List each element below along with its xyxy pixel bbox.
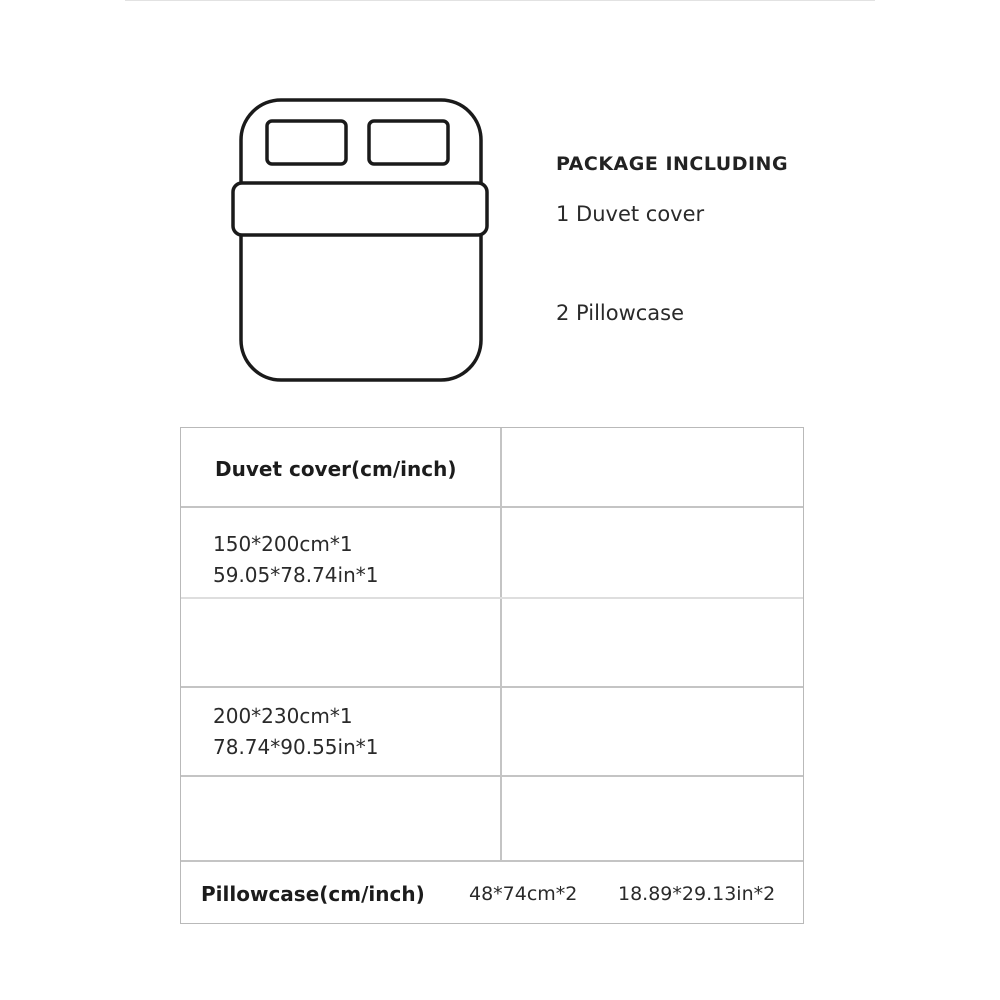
size-1-inch: 59.05*78.74in*1 [213,563,379,587]
duvet-fold-icon [233,183,487,235]
column-divider [500,428,502,860]
pillowcase-label: Pillowcase(cm/inch) [201,882,425,906]
top-divider [125,0,875,1]
row-divider [181,775,803,777]
bed-icon [231,97,493,383]
package-item-duvet: 1 Duvet cover [556,202,705,226]
pillowcase-inch: 18.89*29.13in*2 [618,883,776,905]
row-divider [181,686,803,688]
size-1-cm: 150*200cm*1 [213,532,353,556]
size-2-inch: 78.74*90.55in*1 [213,735,379,759]
package-title: PACKAGE INCLUDING [556,153,789,175]
pillow-right-icon [369,121,448,164]
pillowcase-cm: 48*74cm*2 [469,883,578,905]
pillow-left-icon [267,121,346,164]
duvet-header: Duvet cover(cm/inch) [215,457,457,481]
package-item-pillowcase: 2 Pillowcase [556,301,685,325]
size-2-cm: 200*230cm*1 [213,704,353,728]
row-divider [181,506,803,508]
row-divider [181,597,803,599]
size-table [180,427,804,924]
row-divider [181,860,803,862]
